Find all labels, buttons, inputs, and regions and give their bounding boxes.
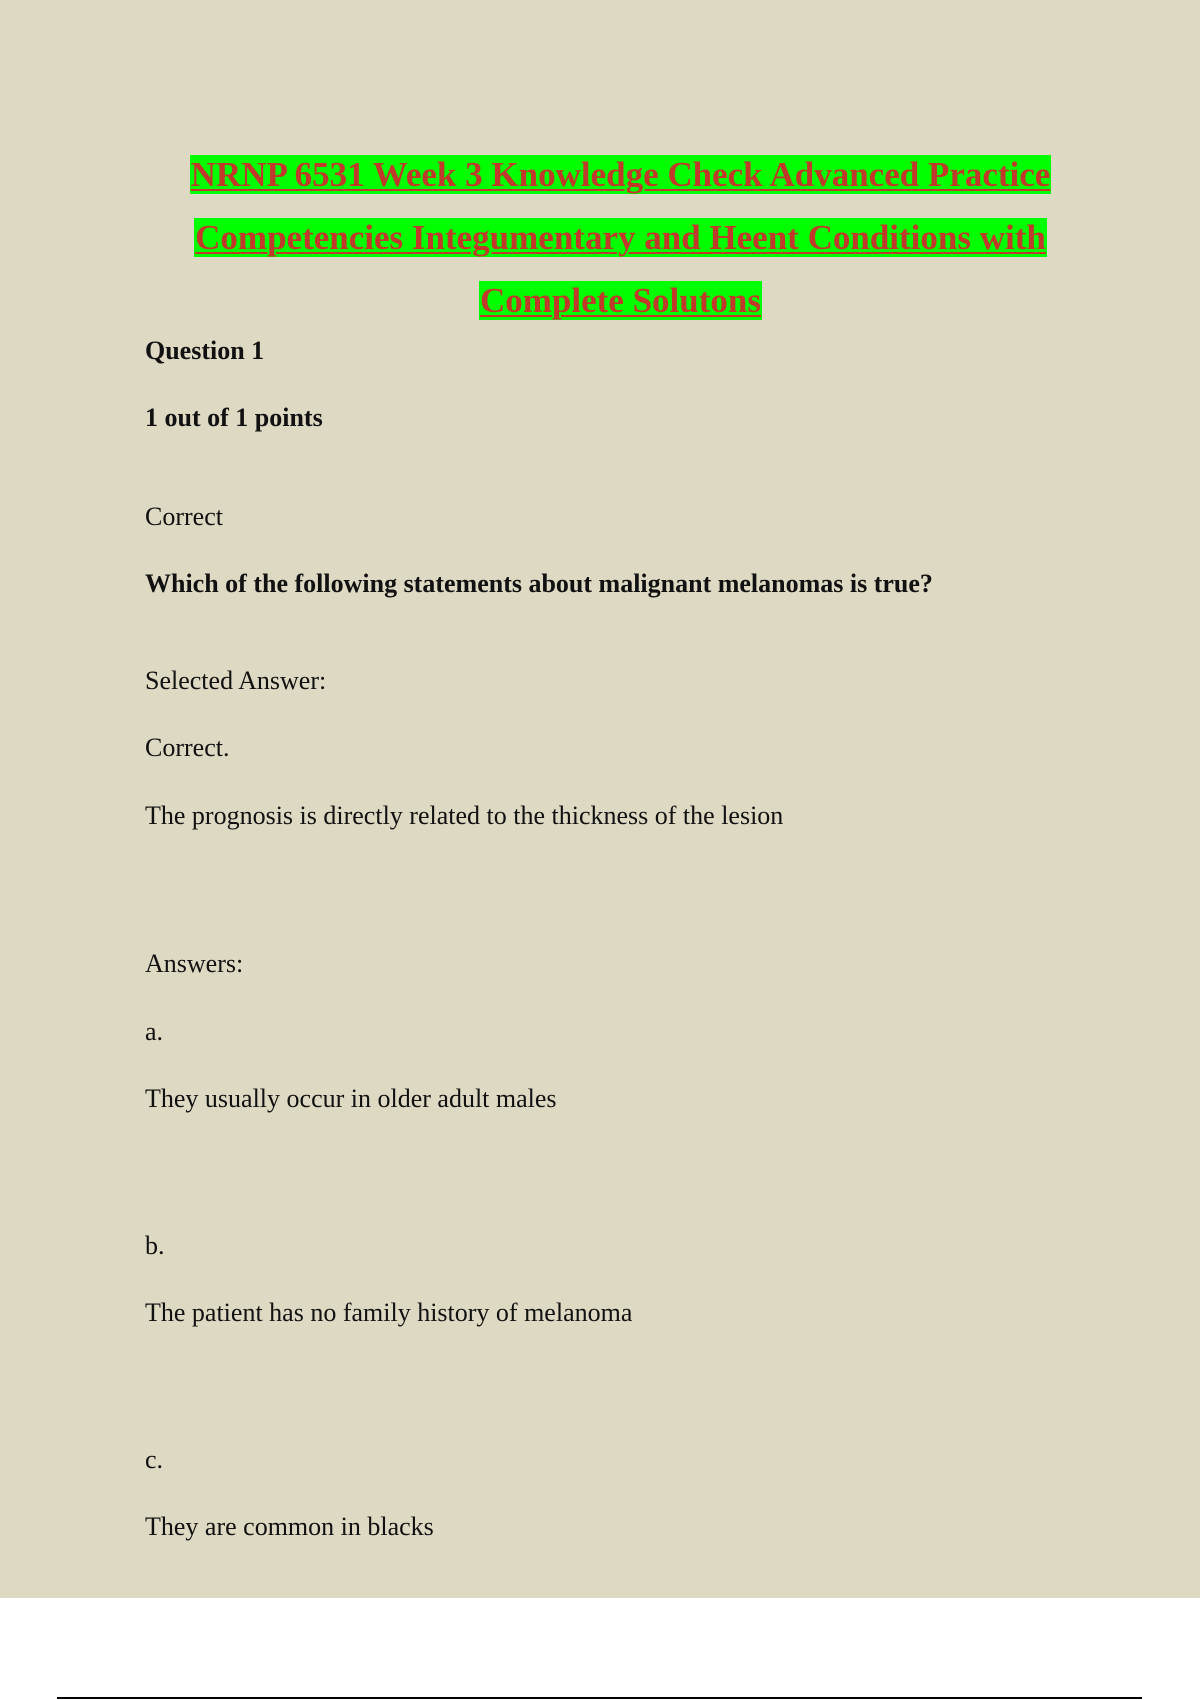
answer-text-b: The patient has no family history of melanoma xyxy=(145,1298,633,1327)
selected-answer-label: Selected Answer: xyxy=(145,666,327,695)
answers-label: Answers: xyxy=(145,949,244,978)
title-line-3: Complete Solutons xyxy=(480,281,761,320)
answer-text-a: They usually occur in older adult males xyxy=(145,1084,557,1113)
footer-divider xyxy=(57,1697,1142,1699)
selected-answer-text: The prognosis is directly related to the thickness of the lesion xyxy=(145,801,784,830)
status-text: Correct xyxy=(145,502,223,531)
answer-letter-a: a. xyxy=(145,1017,164,1046)
points-text: 1 out of 1 points xyxy=(145,403,323,432)
title-line-2: Competencies Integumentary and Heent Conditions with xyxy=(195,218,1046,257)
question-text: Which of the following statements about malignant melanomas is true? xyxy=(145,569,933,598)
answer-letter-c: c. xyxy=(145,1445,164,1474)
answer-text-c: They are common in blacks xyxy=(145,1512,434,1541)
question-label: Question 1 xyxy=(145,336,265,365)
answer-letter-b: b. xyxy=(145,1231,165,1260)
document-title xyxy=(0,143,1200,332)
title-line-1: NRNP 6531 Week 3 Knowledge Check Advanced Practice xyxy=(190,155,1051,194)
selected-answer-status: Correct. xyxy=(145,733,230,762)
